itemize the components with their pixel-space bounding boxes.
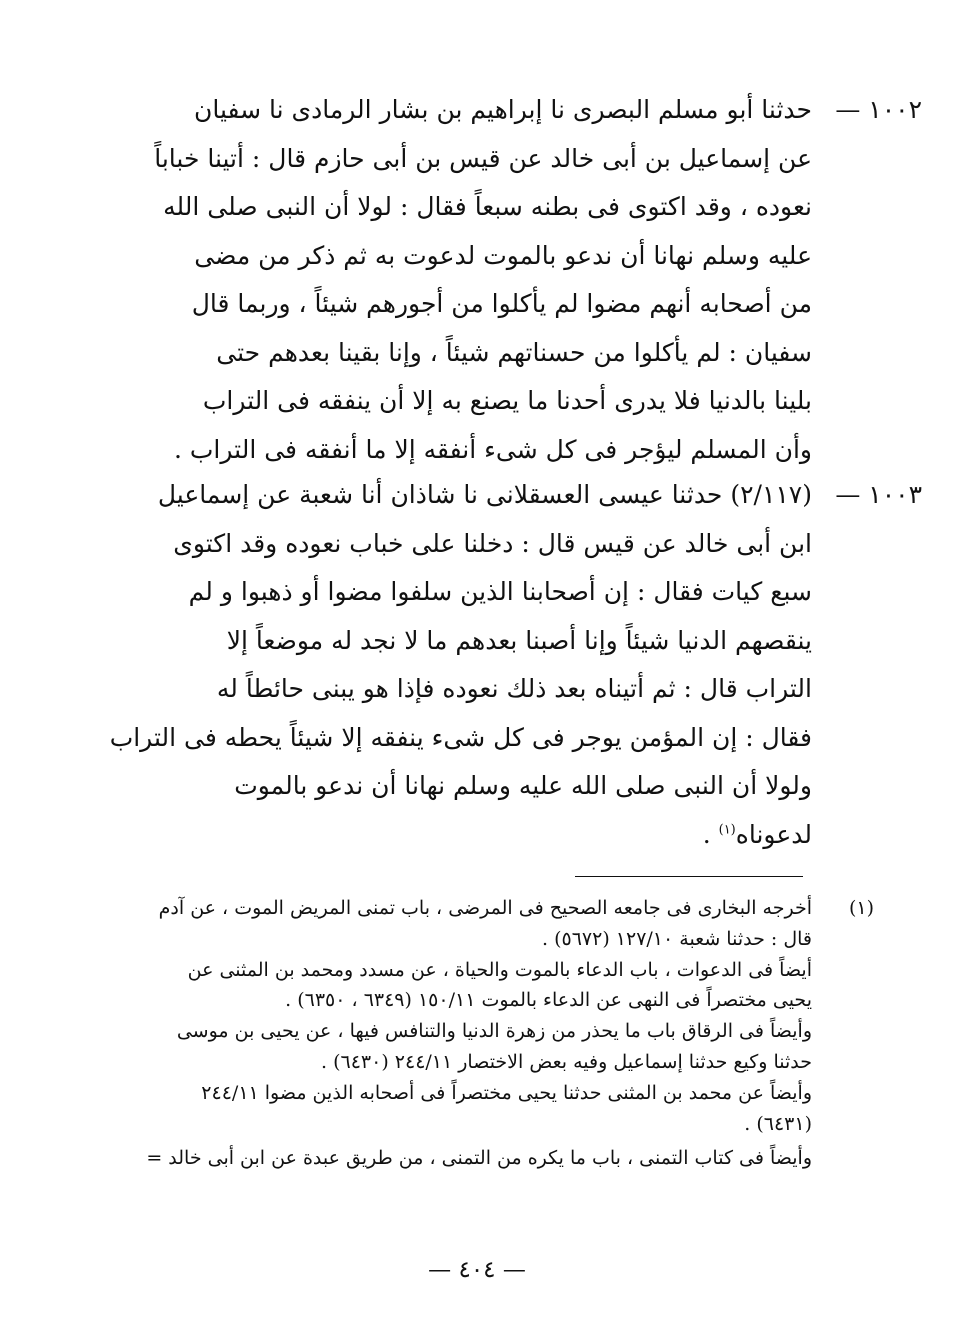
text-line: فقال : إن المؤمن يوجر فى كل شىء ينفقه إلا شيئاً يحطه فى التراب [109,722,812,752]
text-line-last [102,811,812,860]
footnotes [102,893,874,1174]
page-number: — ٤٠٤ — [428,1257,526,1283]
footnote-line: وأيضاً فى الرقاق باب ما يحذر من زهرة الدنيا والتنافس فيها ، عن يحيى بن موسى [176,1020,812,1043]
text-line: بلينا بالدنيا فلا يدرى أحدنا ما يصنع به إلا أن ينفقه فى التراب [202,386,812,415]
text-line: عن إسماعيل بن أبى خالد عن قيس بن أبى حازم قال : أتينا خباباً [154,143,812,173]
text-line: نعوده ، وقد اكتوى فى بطنه سبعاً فقال : لولا أن النبى صلى الله [163,192,812,221]
footnote-line: يحيى مختصراً فى النهى عن الدعاء بالموت ١٥٠/١١ (٦٣٤٩ ، ٦٣٥٠) . [285,989,812,1012]
footnote-line: (٦٤٣١) . [744,1112,812,1135]
text-line: من أصحابه أنهم مضوا لم يأكلوا من أجورهم شيئاً ، وربما قال [191,289,812,318]
footnote-line: أخرجه البخارى فى جامعه الصحيح فى المرضى ، باب تمنى المريض الموت ، عن آدم [158,897,812,919]
footnote-divider [575,876,803,877]
footnote-line: قال : حدثنا شعبة ١٢٧/١٠ (٥٦٧٢) . [542,927,812,950]
text-line: وأن المسلم ليؤجر فى كل شىء أنفقه إلا ما أنفقه فى التراب . [174,434,812,464]
text-line: (٢/١١٧) حدثنا عيسى العسقلانى نا شاذان أنا شعبة عن إسماعيل [157,480,812,509]
text-line: سبع كيات فقال : إن أصحابنا الذين سلفوا مضوا أو ذهبوا و لم [188,577,812,606]
text-line: ابن أبى خالد عن قيس قال : دخلنا على خباب نعوده وقد اكتوى [173,528,812,558]
text-line: ولولا أن النبى صلى الله عليه وسلم نهانا أن ندعو بالموت [234,771,812,800]
footnote-line: وأيضاً عن محمد بن المثنى حدثنا يحيى مختصراً فى أصحابه الذين مضوا ٢٤٤/١١ [201,1081,812,1104]
text-line: ينقصهم الدنيا شيئاً وإنا أصبنا بعدهم ما لا نجد له موضعاً إلا [226,625,812,655]
hadith-1002 [102,86,922,474]
footnote-line: وأيضاً فى كتاب التمنى ، باب ما يكره من التمنى ، من طريق عبدة عن ابن أبى خالد = [146,1147,812,1170]
last-line-text: لدعوناه [735,819,812,849]
hadith-number: ١٠٠٣ — [835,480,922,509]
text-line: عليه وسلم نهانا أن ندعو بالموت لدعوت به ثم ذكر من مضى [194,240,812,270]
text-line: التراب قال : ثم أتيناه بعد ذلك نعوده فإذا هو يبنى حائطاً له [216,674,812,703]
footnote-number: (١) [848,897,874,919]
footnote-reference[interactable]: (١) [718,822,736,838]
last-line-end: . [702,819,719,849]
hadith-1003 [102,471,922,859]
hadith-number: ١٠٠٢ — [835,95,922,124]
footnote-line: أيضاً فى الدعوات ، باب الدعاء بالموت والحياة ، عن مسدد ومحمد بن المثنى عن [187,958,812,981]
text-line: سفيان : لم يأكلوا من حسناتهم شيئاً ، وإنا بقينا بعدهم حتى [216,337,812,367]
footnote-line: حدثنا وكيع حدثنا إسماعيل وفيه بعض الاختصار ٢٤٤/١١ (٦٤٣٠) . [321,1050,812,1073]
text-line: حدثنا أبو مسلم البصرى نا إبراهيم بن بشار الرمادى نا سفيان [193,95,812,124]
